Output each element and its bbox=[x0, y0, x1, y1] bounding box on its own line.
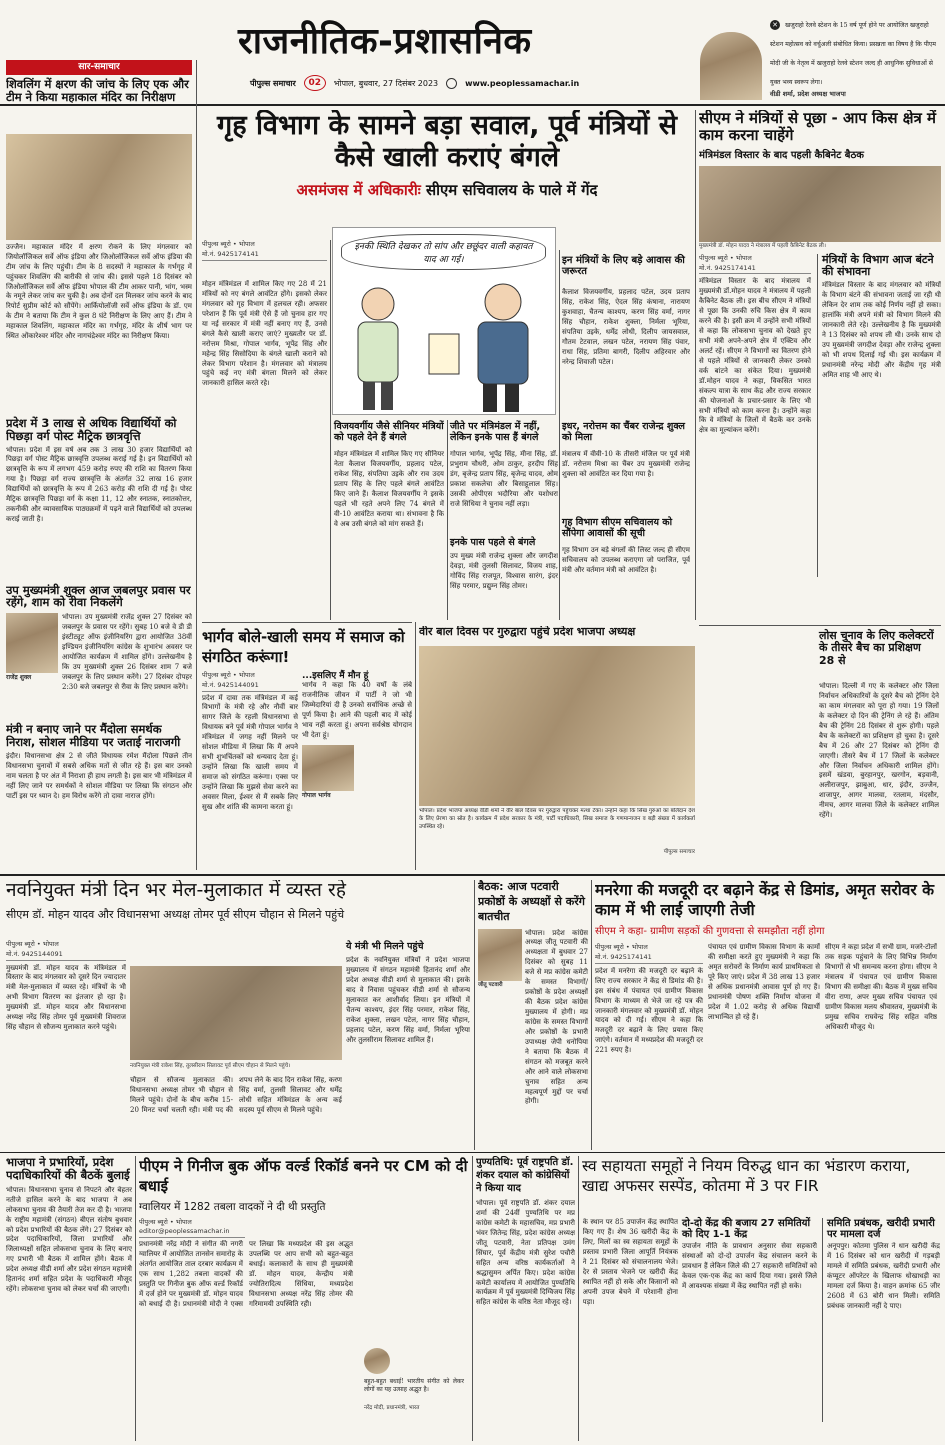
story2-headline: प्रदेश में 3 लाख से अधिक विद्यार्थियों को पिछड़ा वर्ग पोस्ट मैट्रिक छात्रवृत्ति bbox=[6, 415, 177, 443]
portfolio-headline: मंत्रियों के विभाग आज बंटने की संभावना bbox=[822, 252, 934, 279]
lead-kicker: असमंजस में अधिकारीः bbox=[296, 180, 421, 199]
cabinet-photo-caption: मुख्यमंत्री डॉ. मोहन यादव ने मंत्रालय में पहली कैबिनेट बैठक ली। bbox=[699, 242, 826, 249]
gurudwara-headline: वीर बाल दिवस पर गुरुद्वारा पहुंचे प्रदेश भाजपा अध्यक्ष bbox=[419, 626, 636, 638]
right-top-story bbox=[699, 110, 941, 870]
minister-col2-headline: ये मंत्री भी मिलने पहुंचे bbox=[346, 941, 424, 952]
mnrega-body-c: सीएम ने कहा प्रदेश में सभी ग्राम, मजरे-टोलों तक सड़क पहुंचाने के लिए विभिन्न निर्माण विभागों से भी समन्वय करना होगा। सीएम ने मंत्रालय में पंचायत एवं ग्रामीण विकास विभाग की समीक्षा की। बैठक में मुख्य सचिव वीरा राणा, अपर मुख्य सचिव पंचायत एवं ग्रामीण विकास मलय श्रीवास्तव, मुख्यमंत्री के प्रमुख सचिव राघवेन्द्र सिंह सहित वरिष्ठ अधिकारी मौजूद थे। bbox=[825, 943, 937, 1031]
minister-day-story bbox=[6, 880, 470, 1150]
cabinet-headline: सीएम ने मंत्रियों से पूछा - आप किस क्षेत्र में काम करना चाहेंगे bbox=[699, 110, 937, 144]
shankar-body: भोपाल। पूर्व राष्ट्रपति डॉ. शंकर दयाल शर्मा की 24वीं पुण्यतिथि पर मप्र कांग्रेस कमेटी के महासचिव, मप्र प्रभारी भंवर जितेन्द्र सिंह, प्रदेश कांग्रेस अध्यक्ष जीतू पटवारी, नेता प्रतिपक्ष उमंग सिंघार, पूर्व केंद्रीय मंत्री सुरेश पचौरी सहित अन्य वरिष्ठ कार्यकर्ताओं ने श्रद्धासुमन अर्पित किए। प्रदेश कांग्रेस कमेटी कार्यालय में आयोजित पुण्यतिथि कार्यक्रम में पूर्व मुख्यमंत्री दिग्विजय सिंह सहित कांग्रेस के वरिष्ठ नेता मौजूद रहे। bbox=[476, 1199, 575, 1307]
collector-headline: लोस चुनाव के लिए कलेक्टरों के तीसरे बैच का प्रशिक्षण 28 से bbox=[819, 629, 934, 667]
dhan-side2-headline: समिति प्रबंधक, खरीदी प्रभारी पर मामला दर्ज bbox=[827, 1218, 935, 1241]
cartoon-drawing bbox=[333, 274, 555, 414]
lead-headline: गृह विभाग के सामने बड़ा सवाल, पूर्व मंत्रियों से कैसे खाली कराएं बंगले bbox=[217, 110, 677, 173]
tabla-email[interactable]: editor@peoplessamachar.in bbox=[139, 1227, 245, 1238]
tabla-body: प्रधानमंत्री नरेंद्र मोदी ने संगीत की नगरी ग्वालियर में आयोजित तानसेन समारोह के अंतर्गत आयोजित ताल दरबार कार्यक्रम में एक साथ 1,282 तबला वादकों की प्रस्तुति पर गिनीज बुक ऑफ वर्ल्ड रिकॉर्ड में दर्ज होने पर मुख्यमंत्री डॉ. मोहन यादव को बधाई दी है। प्रधानमंत्री मोदी ने एक्स पर लिखा कि मध्यप्रदेश की इस अद्भुत उपलब्धि पर आप सभी को बहुत-बहुत बधाई। कलाकारों के साथ ही मुख्यमंत्री डॉ. मोहन यादव, केन्द्रीय मंत्री ज्योतिरादित्य सिंधिया, मध्यप्रदेश विधानसभा अध्यक्ष नरेंद्र सिंह तोमर की गरिमामयी उपस्थिति रही। bbox=[139, 1240, 353, 1308]
mnrega-byline: पीपुल्स ब्यूरो • भोपाल bbox=[595, 943, 648, 952]
patwari-photo bbox=[478, 929, 522, 981]
dhan-headline: स्व सहायता समूहों ने नियम विरुद्ध धान का भंडारण कराया, खाद्य अफसर सस्पेंड, कोतमा में 3 पर FIR bbox=[582, 1157, 911, 1196]
dhan-side-body: उपार्जन नीति के प्रावधान अनुसार सेवा सहकारी संस्थाओं को दो-दो उपार्जन केंद्र संचालन करने के प्रावधान हैं लेकिन जिले की 27 सहकारी समितियों को केवल एक-एक केंद्र का कार्य दिया गया। इससे जिले में आवश्यक संख्या में केंद्र स्थापित नहीं हो सके। bbox=[682, 1242, 817, 1291]
sub3-body: मंत्रालय में वीवी-10 के तीसरी मंजिल पर पूर्व मंत्री डॉ. नरोत्तम मिश्रा का चैंबर उप मुख्यमंत्री राजेन्द्र शुक्ला को आवंटित कर दिया गया है। bbox=[562, 450, 690, 478]
paper-name: पीपुल्स समाचार bbox=[250, 78, 296, 88]
dhan-side-headline: दो-दो केंद्र की बजाय 27 समितियों को दिए 1-1 केंद्र bbox=[682, 1218, 811, 1241]
patwari-story bbox=[478, 880, 588, 1150]
cabinet-photo bbox=[699, 166, 941, 242]
patwari-body: भोपाल। प्रदेश कांग्रेस अध्यक्ष जीतू पटवारी की अध्यक्षता में बुधवार 27 दिसंबर को सुबह 11 बजे से मप्र कांग्रेस कमेटी के समस्त विभागों/प्रकोष्ठों के प्रदेश अध्यक्षों की बैठक प्रदेश कांग्रेस मुख्यालय में होगी। मप्र कांग्रेस के समस्त विभागों और प्रकोष्ठों के प्रभारी उपाध्यक्ष जेपी धनोपिया ने बताया कि बैठक में संगठन को मजबूत करने और आने वाले लोकसभा चुनाव सहित अन्य महत्वपूर्ण मुद्दों पर चर्चा होगी। bbox=[525, 928, 588, 1106]
story3-headline: उप मुख्यमंत्री शुक्ल आज जबलपुर प्रवास पर रहेंगे, शाम को रीवा निकलेंगे bbox=[6, 582, 191, 610]
bhargav-byline: पीपुल्स ब्यूरो • भोपाल bbox=[202, 671, 255, 679]
website-link[interactable]: www.peoplessamachar.in bbox=[465, 78, 580, 88]
minister-headline: नवनियुक्त मंत्री दिन भर मेल-मुलाकात में व्यस्त रहे bbox=[6, 880, 346, 901]
temple-photo bbox=[6, 134, 192, 240]
tabla-byline: पीपुल्स ब्यूरो • भोपाल bbox=[139, 1217, 192, 1226]
gurudwara-story bbox=[419, 626, 695, 870]
bhargav-photo bbox=[302, 745, 354, 791]
bjp-headline: भाजपा ने प्रभारियों, प्रदेश पदाधिकारियों की बैठकें बुलाई bbox=[6, 1156, 130, 1182]
quote-text: खजुराहो रेलवे स्टेशन के 15 वर्ष पूर्ण होने पर आयोजित खजुराहो स्टेशन महोत्सव को वर्चुअली संबोधित किया। प्रसन्नता का विषय है कि पीएम मोदी जी के नेतृत्व में खजुराहो रेलवे स्टेशन जल्द ही आधुनिक सुविधाओं से युक्त भव्य स्वरूप लेगा। bbox=[770, 22, 936, 86]
lead-byline: पीपुल्स ब्यूरो • भोपाल bbox=[202, 240, 255, 248]
globe-icon bbox=[446, 78, 457, 89]
tabla-quote: बहुत-बहुत बधाई! भारतीय संगीत को लेकर लोगों का यह उत्साह अद्भुत है। bbox=[364, 1377, 464, 1394]
cartoon bbox=[332, 227, 556, 415]
story3-body: भोपाल। उप मुख्यमंत्री राजेंद्र शुक्ल 27 दिसंबर को जबलपुर के प्रवास पर रहेंगे। सुबह 10 बजे वे डी डी इंस्टीट्यूट ऑफ इंजीनियरिंग द्वारा आयोजित 38वीं इण्डियन इंजीनियरिंग कांग्रेस के शुभारंभ अवसर पर आयोजित कार्यक्रम में शामिल होंगे। उल्लेखनीय है कि उप मुख्यमंत्री शुक्ल 26 दिसंबर शाम 7 बजे जबलपुर के लिए प्रस्थान करेंगे। 27 दिसंबर दोपहर 2:30 बजे जबलपुर से रीवा के लिए प्रस्थान करेंगे। bbox=[62, 613, 192, 691]
cabinet-mobile: मो.नं. 9425174141 bbox=[699, 264, 811, 275]
minister-body: मुख्यमंत्री डॉ. मोहन यादव के मंत्रिमंडल में विस्तार के बाद मंगलवार को दूसरे दिन ज्यादातर मंत्री मेल-मुलाकात में व्यस्त रहे। मंत्रियों के भी अभी विभाग वितरण का इंतजार हो रहा है। मुख्यमंत्री डॉ. मोहन यादव और विधानसभा अध्यक्ष नरेंद्र सिंह तोमर पूर्व मुख्यमंत्री शिवराज सिंह चौहान से सौजन्य मुलाकात करने पहुंचे। bbox=[6, 963, 126, 1032]
sub5-body: गृह विभाग उन बड़े बंगलों की लिस्ट जल्द ही सीएम सचिवालय को उपलब्ध कराएगा जो पराजित, पूर्व मंत्री और वर्तमान मंत्री को आवंटित है। bbox=[562, 546, 690, 574]
sub2-headline: जीते पर मंत्रिमंडल में नहीं, लेकिन इनके पास हैं बंगले bbox=[450, 421, 541, 443]
dhan-body-b: के स्थान पर 85 उपार्जन केंद्र स्थापित किए गए हैं। शेष 36 खरीदी केंद्र के लिए, मिलों का स्व सहायता समूहों के प्रस्ताव प्रभारी जिला आपूर्ति नियंत्रक ने 21 दिसंबर को संचालनालय भेजे। देर से प्रस्ताव भेजने पर खरीदी केंद्र स्थापित नहीं हो सके और किसानों को अपनी उपज बेचने में परेशानी होना पड़ा। bbox=[582, 1218, 678, 1306]
bhargav-headline: भार्गव बोले-खाली समय में समाज को संगठित करूंगा! bbox=[202, 628, 405, 666]
section-label: सार-समाचार bbox=[6, 60, 192, 75]
shukla-caption: राजेंद्र शुक्ल bbox=[6, 674, 32, 682]
page-title: राजनीतिक-प्रशासनिक bbox=[238, 21, 532, 62]
mnrega-body-a: प्रदेश में मनरेगा की मजदूरी दर बढ़ाने के लिए राज्य सरकार ने केंद्र से डिमांड की है। इस संबंध में पंचायत एवं ग्रामीण विकास विभाग के माध्यम से भेजे जा रहे पत्र की जानकारी मंगलवार को मुख्यमंत्री डॉ. मोहन यादव को दी गई। सीएम ने कहा कि मजदूरी दर बढ़ाने के लिए प्रयास किए जाएंगे। वर्तमान में मध्यप्रदेश की मजदूरी दर 221 रुपए है। bbox=[595, 966, 703, 1055]
dhan-story bbox=[582, 1156, 940, 1441]
col3-body: कैलाश विजयवर्गीय, प्रहलाद पटेल, उदय प्रताप सिंह, राकेश सिंह, ऐदल सिंह कंषाना, नारायण कुशवाहा, चैतन्य काश्यप, करण सिंह वर्मा, नागर सिंह चौहान, राकेश शुक्ला, निर्मला भूरिया, संपतिया उइके, धर्मेंद्र लोधी, दिलीप जायसवाल, गौतम टेटवाल, लखन पटेल, नरायण सिंह पंवार, राधा सिंह, प्रतिमा बागरी, दिलीप अहिरवार और नरेन्द्र शिवाजी पटेल। bbox=[562, 288, 690, 366]
sub4-body: उप मुख्य मंत्री राजेन्द्र शुक्ला और जगदीश देवड़ा, मंत्री तुलसी सिलावट, विजय शाह, गोविंद सिंह राजपूत, विश्वास सारंग, इंदर सिंह परमार, प्रद्युम्न सिंह तोमर। bbox=[450, 552, 558, 590]
mnrega-headline: मनरेगा की मजदूरी दर बढ़ाने केंद्र से डिमांड, अमृत सरोवर के काम में भी लाई जाएगी तेजी bbox=[595, 881, 934, 920]
lead-story bbox=[202, 110, 692, 620]
dhan-side2-body: अनूपपुर। कोतमा पुलिस ने धान खरीदी केंद्र में 16 दिसंबर को धान खरीदी में गड़बड़ी मामले में समिति प्रबंधक, खरीदी प्रभारी और कंप्यूटर ऑपरेटर के खिलाफ धोखाधड़ी का मामला दर्ज किया है। वाहन क्रमांक 65 जीर 2608 में 63 बोरी धान मिली। समिति प्रबंधक जानकारी नहीं दे पाए। bbox=[827, 1242, 940, 1310]
patwari-caption: जीतू पटवारी bbox=[478, 981, 503, 988]
shankar-story bbox=[476, 1156, 575, 1441]
page-number: 02 bbox=[304, 75, 326, 91]
bjp-body: भोपाल। विधानसभा चुनाव से निपटने और बेहतर नतीजे हासिल करने के बाद भाजपा ने अब लोकसभा चुनाव की तैयारी तेज कर दी है। भाजपा के राष्ट्रीय महामंत्री (संगठन) बीएल संतोष बुधवार को प्रदेश प्रभारियों की बैठक लेंगे। 27 दिसंबर को प्रदेश पदाधिकारियों, जिला प्रभारियों और जिलाध्यक्षों सहित लोकसभा चुनाव के लिए बनाए गए प्रभारी भी बैठक में शामिल होंगे। बैठक में प्रदेश अध्यक्ष वीडी शर्मा और प्रदेश संगठन महामंत्री हितानंद शर्मा सहित प्रदेश के पदाधिकारी मौजूद रहेंगे। लोकसभा चुनाव को लेकर चर्चा की जाएगी। bbox=[6, 1185, 132, 1294]
story4-body: इंदौर। विधानसभा क्षेत्र 2 से जीते विधायक रमेश मैंदोला पिछले तीन विधानसभा चुनावों में सबसे अधिक मतों से जीत रहे हैं। इस बार उनको नाम चलता है पर अंत में निराशा ही हाथ लगती है। इस बार भी मंत्रिमंडल में नहीं लिए जाने पर समर्थकों ने सोशल मीडिया पर लिखा कि संगठन और पार्टी इस पर ध्यान दे। हम विरोध करेंगे तो दावा नाराज होंगे। bbox=[6, 752, 192, 800]
minister-mobile: मो.नं. 9425144091 bbox=[6, 950, 126, 961]
sub1-body: मोहन मंत्रिमंडल में शामिल किए गए सीनियर नेता कैलाश विजयवर्गीय, प्रहलाद पटेल, राकेश सिंह, संपतिया उइके और राव उदय प्रताप सिंह के लिए पहले बंगले आवंटित किए जाने हैं। कैलाश विजयवर्गीय ने इसके पहले भी रहते अपने लिए 74 बंगले में वी-10 आवंटित कराया था। संभावना है कि वे अब उसी बंगले को मांग सकते हैं। bbox=[334, 450, 444, 528]
bhargav-body: प्रदेश में दावा तक मंत्रिमंडल में कई विभागों के मंत्री रहे और नौवीं बार सागर जिले के रहली विधानसभा से विधायक बने पूर्व मंत्री गोपाल भार्गव ने मंत्रिमंडल में जगह नहीं मिलने पर सोशल मीडिया में लिखा कि मैं अपने सभी शुभचिंतकों को धन्यवाद देता हूं। उन्होंने लिखा कि खाली समय में समाज को संगठित करूंगा। एक्स पर उन्होंने लिखा कि मुझसे सेवा करने का अवसर मिला, ईश्वर से मैं सबके लिए सुख और शांति की कामना करता हूं। bbox=[202, 693, 298, 811]
minister-subhead: सीएम डॉ. मोहन यादव और विधानसभा अध्यक्ष तोमर पूर्व सीएम चौहान से मिलने पहुंचे bbox=[6, 908, 345, 922]
cabinet-byline: पीपुल्स ब्यूरो • भोपाल bbox=[699, 253, 752, 262]
modi-photo bbox=[364, 1348, 390, 1374]
cabinet-subhead: मंत्रिमंडल विस्तार के बाद पहली कैबिनेट बैठक bbox=[699, 149, 864, 161]
portfolio-body: मंत्रिमंडल विस्तार के बाद मंगलवार को मंत्रियों के विभाग बंटने की संभावना जताई जा रही थी लेकिन देर शाम तक कोई निर्णय नहीं हो सका। हालांकि मंत्री अपने मंत्री को विभाग मिलने की जानकारी लेते रहे। उल्लेखनीय है कि मुख्यमंत्री ने 13 दिसंबर को शपथ ली थी। उनके साथ दो उप मुख्यमंत्री जगदीश देवड़ा और राजेन्द्र शुक्ला को भी शपथ दिलाई गई थी। इस कार्यक्रम में प्रधानमंत्री नरेन्द्र मोदी और केंद्रीय गृह मंत्री अमित शाह भी आए थे। bbox=[822, 281, 941, 379]
tabla-quote-author: नरेंद्र मोदी, प्रधानमंत्री, भारत bbox=[364, 1404, 420, 1411]
story2-body: भोपाल। प्रदेश में इस वर्ष अब तक 3 लाख 30 हजार विद्यार्थियों को पिछड़ा वर्ग पोस्ट मैट्रिक छात्रवृत्ति उपलब्ध कराई गई है। इन विद्यार्थियों को छात्रवृत्ति के रूप में लगभग 459 करोड़ रुपए की राशि का वितरण किया गया है। पिछड़ा वर्ग राज्य छात्रवृत्ति के अंतर्गत 32 लाख 16 हजार विद्यार्थियों को छात्रवृत्ति के रूप में 263 करोड़ की राशि दी गई है। पोस्ट मैट्रिक छात्रवृत्ति पिछड़ा वर्ग के कक्षा 11, 12 और स्नातक, स्नातकोत्तर, तकनीकी और व्यावसायिक पाठ्यक्रमों में पढ़ने वाले विद्यार्थियों को उपलब्ध कराई जाती है। bbox=[6, 445, 192, 524]
shankar-headline: पुण्यतिथि: पूर्व राष्ट्रपति डॉ. शंकर दयाल को कांग्रेसियों ने किया याद bbox=[476, 1157, 574, 1194]
bjp-story bbox=[6, 1156, 132, 1441]
minister-col2-body: प्रदेश के नवनियुक्त मंत्रियों ने प्रदेश भाजपा मुख्यालय में संगठन महामंत्री हितानंद शर्मा और प्रदेश अध्यक्ष वीडी शर्मा से मुलाकात की। इसके बाद वे निवास पहुंचकर वीडी शर्मा से सौजन्य मुलाकात कर आशीर्वाद लिया। इन मंत्रियों में चैतन्य काश्यप, इंदर सिंह परमार, राकेश सिंह, राकेश शुक्ला, लखन पटेल, नागर सिंह चौहान, प्रहलाद पटेल, करण सिंह वर्मा, निर्मला भूरिया और तुलसीराम सिलावट शामिल हैं। bbox=[346, 956, 470, 1044]
bhargav-caption: गोपाल भार्गव bbox=[302, 792, 331, 800]
lead-mobile: मो.नं. 9425174141 bbox=[202, 250, 327, 261]
shukla-photo bbox=[6, 613, 58, 673]
lead-body-a: मोहन मंत्रिमंडल में शामिल किए गए 28 में 21 मंत्रियों को नए बंगले आवंटित होंगे। इसको लेकर मंगलवार को गृह विभाग में हलचल रही। अफसर परेशान हैं कि पूर्व मंत्री ऐसे हैं जो चुनाव हार गए या नई सरकार में मंत्री नहीं बनाए गए हैं, उनसे बंगले कैसे खाली कराए जाएं? मुख्यतौर पर डॉ. नरोत्तम मिश्रा, गोपाल भार्गव, भूपेंद्र सिंह और महेन्द्र सिंह सिसोदिया के बंगले खाली कराने को लेकर विभाग परेशान है। मंगलवार को मंत्रालय पहुंचे कई नए मंत्री बंगला मिलने को लेकर जानकारी हासिल करते रहे। bbox=[202, 280, 327, 388]
sub3-headline: इधर, नरोत्तम का चैंबर राजेन्द्र शुक्ल को मिला bbox=[562, 421, 685, 443]
x-icon: ✕ bbox=[770, 20, 780, 30]
mnrega-body-b: पंचायत एवं ग्रामीण विकास विभाग के कामों की समीक्षा करते हुए मुख्यमंत्री ने कहा कि अमृत सरोवरों के निर्माण कार्य प्राथमिकता से पूरे किए जाएं। प्रदेश में 38 लाख 13 हजार से अधिक प्रधानमंत्री आवास पूर्ण हो गए हैं। प्रधानमंत्री पोषण शक्ति निर्माण योजना में प्रदेश में 1.02 करोड़ से अधिक विद्यार्थी लाभान्वित हो रहे हैं। bbox=[708, 943, 820, 1021]
lead-subhead: सीएम सचिवालय के पाले में गेंद bbox=[425, 180, 598, 199]
left-column bbox=[6, 60, 192, 870]
tabla-subhead: ग्वालियर में 1282 तबला वादकों ने दी थी प्रस्तुति bbox=[139, 1200, 326, 1213]
quote-box bbox=[770, 12, 940, 100]
story1-headline: शिवलिंग में क्षरण की जांच के लिए एक और टीम ने किया महाकाल मंदिर का निरीक्षण bbox=[6, 77, 189, 104]
dateline-bar bbox=[250, 74, 665, 92]
sub2-body: गोपाल भार्गव, भूपेंद्र सिंह, मीना सिंह, डॉ. प्रभुराम चौधरी, ओम ठाकुर, हरदीप सिंह डंग, बृजेन्द्र प्रताप सिंह, बृजेन्द्र यादव, ओम प्रकाश सकलेचा और बिसाहूलाल सिंह। उसकी ओपीएस भदौरिया और यशोधरा राजे सिंधिया ने चुनाव नहीं लड़ा। bbox=[450, 450, 558, 508]
cabinet-body: मंत्रिमंडल विस्तार के बाद मंत्रालय में मुख्यमंत्री डॉ.मोहन यादव ने मंत्रालय में पहली कैबिनेट बैठक ली। इस बीच सीएम ने मंत्रियों से पूछा कि उनकी रुचि किस क्षेत्र में काम करने की है। इसी क्रम में उन्होंने सभी मंत्रियों से कहा कि लोकसभा चुनाव को देखते हुए सभी मंत्री अपने-अपने क्षेत्र में एक्टिव और अलर्ट रहें। सीएम ने विभागों का वितरण होने से पहले मंत्रियों से जानकारी लेकर उनको वर्क बांटने का संकेत दिया। मुख्यमंत्री डॉ.मोहन यादव ने कहा, विकसित भारत संकल्प यात्रा के साथ केंद्र और राज्य सरकार की योजनाओं के प्रचार-प्रसार के लिए भी सभी मंत्रियों को काम करना है। उन्होंने कहा कि वे मंत्रियों के जिलों में बैठकें कर उनके क्षेत्र का मूल्यांकन करेंगे। bbox=[699, 277, 811, 435]
dateline: भोपाल, बुधवार, 27 दिसंबर 2023 bbox=[333, 78, 439, 88]
bhargav-quote-body: भार्गव ने कहा कि 40 वर्षों के लंबे राजनीतिक जीवन में पार्टी ने जो भी जिम्मेदारियां दी है उनको सर्वाधिक अच्छे से पूर्ण किया है। आने की पहली बाद में कोई भाव नहीं करता हूं। अपना सर्वश्रेष्ठ योगदान भी देता हूं। bbox=[302, 681, 412, 739]
tabla-story bbox=[139, 1156, 469, 1441]
quote-author: वीडी शर्मा, प्रदेश अध्यक्ष भाजपा bbox=[770, 90, 846, 98]
minister-photo-caption: नवनियुक्त मंत्री राकेश सिंह, तुलसीराम सिलावट पूर्व सीएम चौहान से मिलने पहुंचे। bbox=[130, 1063, 291, 1069]
tabla-headline: पीएम ने गिनीज बुक ऑफ वर्ल्ड रिकॉर्ड बनने पर CM को दी बधाई bbox=[139, 1157, 468, 1196]
mnrega-subhead: सीएम ने कहा- ग्रामीण सड़कों की गुणवत्ता से समझौता नहीं होगा bbox=[595, 926, 825, 938]
sub4-headline: इनके पास पहले से बंगले bbox=[450, 537, 536, 548]
gurudwara-photo bbox=[419, 646, 695, 806]
bhargav-quote-head: ...इसलिए मैं मौन हूं bbox=[302, 671, 369, 681]
collector-body: भोपाल। दिल्ली में गए के कलेक्टर और जिला निर्वाचन अधिकारियों के दूसरे बैच को ट्रेनिंग देने का काम मंगलवार को पूरा हो गया। 19 जिलों के कलेक्टर दो दिन की ट्रेनिंग ले रहे हैं। अंतिम बैच की ट्रेनिंग 28 दिसंबर से शुरू होगी। पहले बैच के कलेक्टरों का प्रशिक्षण हो चुका है। दूसरे बैच में 26 और 27 दिसंबर को ट्रेनिंग दी जाएगी। तीसरे बैच में 17 जिलों के कलेक्टर और जिला निर्वाचन अधिकारी शामिल होंगे। इसमें खंडवा, बुरहानपुर, खरगोन, बड़वानी, अलीराजपुर, झाबुआ, धार, इंदौर, उज्जैन, शाजापुर, आगर मालवा, रतलाम, मंदसौर, नीमच, आगर मालवा जिले के कलेक्टर शामिल रहेंगे। bbox=[819, 682, 939, 820]
sub1-headline: विजयवर्गीय जैसे सीनियर मंत्रियों को पहले देने हैं बंगले bbox=[334, 421, 444, 443]
story4-headline: मंत्री न बनाए जाने पर मैंदोला समर्थक निराश, सोशल मीडिया पर जताई नाराजगी bbox=[6, 722, 181, 750]
bhargav-mobile: मो.नं. 9425144091 bbox=[202, 681, 298, 692]
minister-bottom-body: चौहान से सौजन्य मुलाकात की। विधानसभा अध्यक्ष तोमर भी चौहान से मिलने पहुंचे। दोनों के बीच करीब 15-20 मिनट चर्चा चलती रही। मंत्री पद की शपथ लेने के बाद दिन राकेश सिंह, करण सिंह वर्मा, तुलसी सिलावट और धर्मेंद्र लोधी सहित मंत्रिमंडल के अन्य कई सदस्य पूर्व सीएम से मिलने पहुंचे। bbox=[130, 1076, 342, 1114]
cartoon-speech: इनकी स्थिति देखकर तो सांप और छछूंदर वाली कहावत याद आ गई। bbox=[341, 234, 546, 270]
col3-headline: इन मंत्रियों के लिए बड़े आवास की जरूरत bbox=[562, 255, 685, 278]
minister-photo bbox=[130, 966, 342, 1060]
bhargav-story bbox=[202, 628, 412, 870]
minister-byline: पीपुल्स ब्यूरो • भोपाल bbox=[6, 940, 59, 948]
mnrega-story bbox=[595, 880, 940, 1150]
sub5-headline: गृह विभाग सीएम सचिवालय को सौंपेगा आवासों की सूची bbox=[562, 517, 673, 539]
author-photo bbox=[700, 32, 762, 100]
mnrega-mobile: मो.नं. 9425174141 bbox=[595, 953, 703, 964]
lead-subhead-row bbox=[202, 180, 692, 200]
gurudwara-photo-credit: पीपुल्स समाचार bbox=[663, 849, 695, 856]
gurudwara-caption: भोपाल। प्रदेश भाजपा अध्यक्ष वीडी शर्मा ने वीर बाल दिवस पर गुरुद्वारा पहुंचकर मत्था टेका। उन्होंने कहा कि सिख गुरुओं का बलिदान देश के लिए प्रेरणा का स्रोत है। कार्यक्रम में प्रदेश सरकार के मंत्री, पार्टी पदाधिकारी, सिख समाज के गणमान्यजन व बड़ी संख्या में कार्यकर्ता उपस्थित रहे। bbox=[419, 808, 695, 830]
patwari-headline: बैठक: आज पटवारी प्रकोष्ठों के अध्यक्षों से करेंगे बातचीत bbox=[478, 880, 585, 923]
story1-body: उज्जैन। महाकाल मंदिर में क्षरण रोकने के लिए मंगलवार को जियोलॉजिकल सर्वे ऑफ इंडिया और जिओलॉजिकल सर्वे ऑफ इंडिया की टीम जांच के लिए पहुंची। टीम के 8 सदस्यों ने महाकाल के गर्भगृह में पहुंचकर शिवलिंग की बारीकी से जांच की। इससे पहले 18 दिसंबर को जिओलॉजिकल सर्वे ऑफ इंडिया भोपाल की टीम आकर पानी, भांग, भस्म के नमूने लेकर जांच कर चुकी है। अब दोनों दल मिलकर जांच करने के बाद रिपोर्ट सुप्रीम कोर्ट को सौंपेंगे। आर्कियोलॉजी सर्वे ऑफ इंडिया के डॉ. एम के टीम ने बताया कि टीम ने कुल 8 घंटे निरीक्षण के लिए आए हैं। टीम ने महाकाल शिवलिंग, महाकाल मंदिर का गर्भगृह, मंदिर के शीर्ष भाग पर स्थित ओंकारेश्वर मंदिर और नागचंद्रेश्वर मंदिर का निरीक्षण किया। bbox=[6, 242, 192, 341]
